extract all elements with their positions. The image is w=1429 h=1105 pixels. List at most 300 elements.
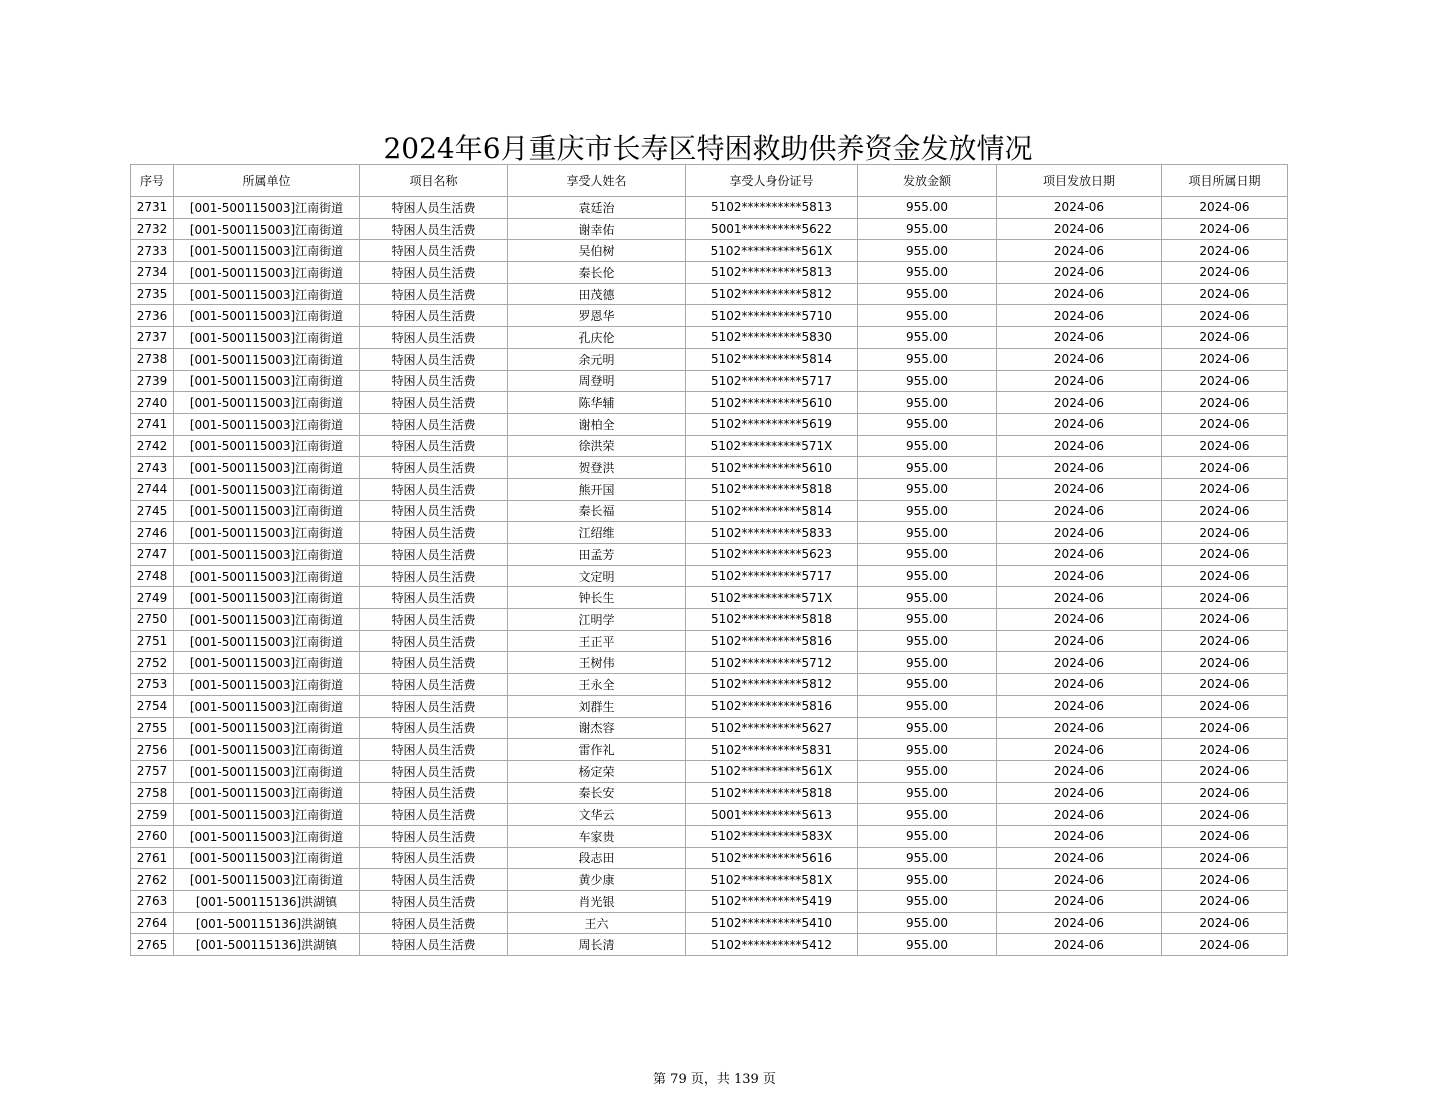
cell-id-number: 5102**********5710 — [686, 305, 858, 327]
cell-name: 孔庆伦 — [508, 327, 686, 349]
cell-issue-date: 2024-06 — [997, 197, 1162, 219]
cell-amount: 955.00 — [858, 934, 997, 956]
cell-amount: 955.00 — [858, 348, 997, 370]
table-row — [131, 891, 1288, 913]
cell-id-number: 5102**********5818 — [686, 609, 858, 631]
cell-project: 特困人员生活费 — [360, 478, 508, 500]
cell-amount: 955.00 — [858, 587, 997, 609]
cell-project: 特困人员生活费 — [360, 305, 508, 327]
cell-period: 2024-06 — [1162, 847, 1288, 869]
cell-issue-date: 2024-06 — [997, 283, 1162, 305]
cell-name: 贺登洪 — [508, 457, 686, 479]
cell-seq: 2734 — [131, 262, 174, 284]
cell-name: 熊开国 — [508, 478, 686, 500]
table-row — [131, 392, 1288, 414]
cell-issue-date: 2024-06 — [997, 891, 1162, 913]
cell-amount: 955.00 — [858, 912, 997, 934]
table-row — [131, 565, 1288, 587]
cell-amount: 955.00 — [858, 739, 997, 761]
cell-project: 特困人员生活费 — [360, 652, 508, 674]
cell-id-number: 5102**********5412 — [686, 934, 858, 956]
cell-name: 吴伯树 — [508, 240, 686, 262]
cell-name: 田茂德 — [508, 283, 686, 305]
cell-project: 特困人员生活费 — [360, 370, 508, 392]
cell-amount: 955.00 — [858, 652, 997, 674]
cell-seq: 2761 — [131, 847, 174, 869]
cell-seq: 2736 — [131, 305, 174, 327]
cell-unit: [001-500115003]江南街道 — [174, 327, 360, 349]
cell-id-number: 5001**********5622 — [686, 218, 858, 240]
cell-seq: 2756 — [131, 739, 174, 761]
column-header-id-number: 享受人身份证号 — [686, 165, 858, 197]
cell-id-number: 5102**********5717 — [686, 565, 858, 587]
cell-id-number: 5102**********571X — [686, 435, 858, 457]
cell-period: 2024-06 — [1162, 478, 1288, 500]
cell-amount: 955.00 — [858, 478, 997, 500]
cell-id-number: 5102**********5833 — [686, 522, 858, 544]
table-row — [131, 262, 1288, 284]
cell-issue-date: 2024-06 — [997, 435, 1162, 457]
column-header-issue-date: 项目发放日期 — [997, 165, 1162, 197]
cell-seq: 2763 — [131, 891, 174, 913]
cell-unit: [001-500115003]江南街道 — [174, 283, 360, 305]
cell-name: 谢幸佑 — [508, 218, 686, 240]
cell-name: 车家贵 — [508, 825, 686, 847]
table-row — [131, 283, 1288, 305]
cell-project: 特困人员生活费 — [360, 262, 508, 284]
table-row — [131, 197, 1288, 219]
cell-unit: [001-500115136]洪湖镇 — [174, 934, 360, 956]
cell-period: 2024-06 — [1162, 760, 1288, 782]
cell-name: 周长清 — [508, 934, 686, 956]
cell-seq: 2753 — [131, 674, 174, 696]
cell-name: 秦长福 — [508, 500, 686, 522]
cell-issue-date: 2024-06 — [997, 262, 1162, 284]
cell-seq: 2731 — [131, 197, 174, 219]
column-header-name: 享受人姓名 — [508, 165, 686, 197]
cell-name: 江绍维 — [508, 522, 686, 544]
table-row — [131, 630, 1288, 652]
cell-amount: 955.00 — [858, 825, 997, 847]
cell-project: 特困人员生活费 — [360, 435, 508, 457]
cell-project: 特困人员生活费 — [360, 825, 508, 847]
cell-project: 特困人员生活费 — [360, 457, 508, 479]
cell-period: 2024-06 — [1162, 717, 1288, 739]
cell-amount: 955.00 — [858, 392, 997, 414]
cell-unit: [001-500115003]江南街道 — [174, 674, 360, 696]
cell-issue-date: 2024-06 — [997, 847, 1162, 869]
cell-unit: [001-500115003]江南街道 — [174, 435, 360, 457]
cell-amount: 955.00 — [858, 782, 997, 804]
cell-name: 罗恩华 — [508, 305, 686, 327]
cell-period: 2024-06 — [1162, 413, 1288, 435]
cell-amount: 955.00 — [858, 891, 997, 913]
cell-unit: [001-500115003]江南街道 — [174, 869, 360, 891]
cell-name: 余元明 — [508, 348, 686, 370]
cell-issue-date: 2024-06 — [997, 674, 1162, 696]
cell-issue-date: 2024-06 — [997, 218, 1162, 240]
cell-unit: [001-500115003]江南街道 — [174, 825, 360, 847]
table-row — [131, 327, 1288, 349]
cell-issue-date: 2024-06 — [997, 869, 1162, 891]
cell-name: 秦长伦 — [508, 262, 686, 284]
cell-unit: [001-500115003]江南街道 — [174, 348, 360, 370]
cell-id-number: 5102**********5814 — [686, 500, 858, 522]
cell-seq: 2744 — [131, 478, 174, 500]
cell-issue-date: 2024-06 — [997, 348, 1162, 370]
cell-amount: 955.00 — [858, 522, 997, 544]
cell-id-number: 5102**********561X — [686, 760, 858, 782]
cell-issue-date: 2024-06 — [997, 457, 1162, 479]
cell-id-number: 5102**********5818 — [686, 782, 858, 804]
cell-period: 2024-06 — [1162, 522, 1288, 544]
cell-issue-date: 2024-06 — [997, 305, 1162, 327]
cell-amount: 955.00 — [858, 609, 997, 631]
cell-amount: 955.00 — [858, 804, 997, 826]
cell-issue-date: 2024-06 — [997, 760, 1162, 782]
disbursement-table — [130, 164, 1288, 956]
cell-amount: 955.00 — [858, 847, 997, 869]
cell-amount: 955.00 — [858, 283, 997, 305]
column-header-amount: 发放金额 — [858, 165, 997, 197]
cell-unit: [001-500115003]江南街道 — [174, 804, 360, 826]
cell-issue-date: 2024-06 — [997, 717, 1162, 739]
table-body — [131, 197, 1288, 956]
cell-project: 特困人员生活费 — [360, 869, 508, 891]
cell-name: 段志田 — [508, 847, 686, 869]
cell-issue-date: 2024-06 — [997, 652, 1162, 674]
cell-unit: [001-500115003]江南街道 — [174, 695, 360, 717]
table-row — [131, 804, 1288, 826]
cell-seq: 2746 — [131, 522, 174, 544]
cell-amount: 955.00 — [858, 630, 997, 652]
cell-unit: [001-500115003]江南街道 — [174, 392, 360, 414]
cell-seq: 2751 — [131, 630, 174, 652]
cell-amount: 955.00 — [858, 717, 997, 739]
cell-period: 2024-06 — [1162, 825, 1288, 847]
cell-amount: 955.00 — [858, 544, 997, 566]
cell-period: 2024-06 — [1162, 305, 1288, 327]
cell-amount: 955.00 — [858, 457, 997, 479]
cell-amount: 955.00 — [858, 674, 997, 696]
cell-amount: 955.00 — [858, 197, 997, 219]
cell-unit: [001-500115003]江南街道 — [174, 609, 360, 631]
cell-name: 王树伟 — [508, 652, 686, 674]
column-header-period: 项目所属日期 — [1162, 165, 1288, 197]
cell-period: 2024-06 — [1162, 912, 1288, 934]
cell-id-number: 5102**********5812 — [686, 283, 858, 305]
cell-period: 2024-06 — [1162, 782, 1288, 804]
cell-unit: [001-500115003]江南街道 — [174, 413, 360, 435]
cell-period: 2024-06 — [1162, 804, 1288, 826]
cell-seq: 2739 — [131, 370, 174, 392]
cell-period: 2024-06 — [1162, 327, 1288, 349]
cell-project: 特困人员生活费 — [360, 544, 508, 566]
cell-issue-date: 2024-06 — [997, 370, 1162, 392]
cell-unit: [001-500115003]江南街道 — [174, 370, 360, 392]
cell-amount: 955.00 — [858, 435, 997, 457]
cell-unit: [001-500115003]江南街道 — [174, 739, 360, 761]
cell-name: 王永全 — [508, 674, 686, 696]
cell-unit: [001-500115136]洪湖镇 — [174, 891, 360, 913]
cell-id-number: 5001**********5613 — [686, 804, 858, 826]
cell-amount: 955.00 — [858, 305, 997, 327]
cell-seq: 2755 — [131, 717, 174, 739]
table-row — [131, 717, 1288, 739]
cell-id-number: 5102**********5818 — [686, 478, 858, 500]
cell-project: 特困人员生活费 — [360, 197, 508, 219]
table-row — [131, 739, 1288, 761]
cell-id-number: 5102**********571X — [686, 587, 858, 609]
cell-unit: [001-500115003]江南街道 — [174, 565, 360, 587]
cell-unit: [001-500115003]江南街道 — [174, 522, 360, 544]
cell-id-number: 5102**********5610 — [686, 457, 858, 479]
cell-id-number: 5102**********581X — [686, 869, 858, 891]
table-row — [131, 500, 1288, 522]
cell-project: 特困人员生活费 — [360, 413, 508, 435]
cell-seq: 2764 — [131, 912, 174, 934]
cell-id-number: 5102**********5623 — [686, 544, 858, 566]
cell-period: 2024-06 — [1162, 283, 1288, 305]
cell-project: 特困人员生活费 — [360, 630, 508, 652]
cell-name: 陈华辅 — [508, 392, 686, 414]
cell-unit: [001-500115003]江南街道 — [174, 782, 360, 804]
cell-period: 2024-06 — [1162, 630, 1288, 652]
cell-amount: 955.00 — [858, 500, 997, 522]
cell-amount: 955.00 — [858, 218, 997, 240]
cell-project: 特困人员生活费 — [360, 717, 508, 739]
cell-amount: 955.00 — [858, 869, 997, 891]
table-row — [131, 847, 1288, 869]
cell-name: 徐洪荣 — [508, 435, 686, 457]
cell-name: 钟长生 — [508, 587, 686, 609]
table-row — [131, 869, 1288, 891]
table-row — [131, 413, 1288, 435]
cell-seq: 2754 — [131, 695, 174, 717]
cell-project: 特困人员生活费 — [360, 327, 508, 349]
cell-project: 特困人员生活费 — [360, 283, 508, 305]
cell-id-number: 5102**********5619 — [686, 413, 858, 435]
cell-issue-date: 2024-06 — [997, 522, 1162, 544]
cell-period: 2024-06 — [1162, 891, 1288, 913]
cell-project: 特困人员生活费 — [360, 847, 508, 869]
cell-period: 2024-06 — [1162, 197, 1288, 219]
cell-period: 2024-06 — [1162, 565, 1288, 587]
cell-seq: 2732 — [131, 218, 174, 240]
cell-project: 特困人员生活费 — [360, 500, 508, 522]
cell-unit: [001-500115003]江南街道 — [174, 457, 360, 479]
cell-issue-date: 2024-06 — [997, 695, 1162, 717]
cell-name: 文定明 — [508, 565, 686, 587]
cell-amount: 955.00 — [858, 370, 997, 392]
table-row — [131, 348, 1288, 370]
table-row — [131, 825, 1288, 847]
cell-id-number: 5102**********5610 — [686, 392, 858, 414]
cell-seq: 2745 — [131, 500, 174, 522]
table-row — [131, 522, 1288, 544]
cell-project: 特困人员生活费 — [360, 934, 508, 956]
cell-issue-date: 2024-06 — [997, 587, 1162, 609]
cell-period: 2024-06 — [1162, 435, 1288, 457]
cell-project: 特困人员生活费 — [360, 565, 508, 587]
table-row — [131, 652, 1288, 674]
cell-unit: [001-500115003]江南街道 — [174, 652, 360, 674]
cell-name: 谢杰容 — [508, 717, 686, 739]
cell-seq: 2747 — [131, 544, 174, 566]
cell-project: 特困人员生活费 — [360, 587, 508, 609]
cell-seq: 2737 — [131, 327, 174, 349]
cell-issue-date: 2024-06 — [997, 934, 1162, 956]
cell-issue-date: 2024-06 — [997, 413, 1162, 435]
table-row — [131, 934, 1288, 956]
cell-seq: 2759 — [131, 804, 174, 826]
cell-amount: 955.00 — [858, 760, 997, 782]
cell-issue-date: 2024-06 — [997, 500, 1162, 522]
cell-project: 特困人员生活费 — [360, 609, 508, 631]
cell-issue-date: 2024-06 — [997, 912, 1162, 934]
table-row — [131, 478, 1288, 500]
cell-name: 刘群生 — [508, 695, 686, 717]
cell-period: 2024-06 — [1162, 869, 1288, 891]
cell-name: 袁廷治 — [508, 197, 686, 219]
cell-id-number: 5102**********5812 — [686, 674, 858, 696]
cell-name: 秦长安 — [508, 782, 686, 804]
cell-name: 田孟芳 — [508, 544, 686, 566]
cell-name: 江明学 — [508, 609, 686, 631]
cell-period: 2024-06 — [1162, 262, 1288, 284]
cell-issue-date: 2024-06 — [997, 782, 1162, 804]
cell-id-number: 5102**********5814 — [686, 348, 858, 370]
cell-issue-date: 2024-06 — [997, 739, 1162, 761]
cell-period: 2024-06 — [1162, 348, 1288, 370]
table-row — [131, 609, 1288, 631]
table-row — [131, 370, 1288, 392]
cell-unit: [001-500115003]江南街道 — [174, 197, 360, 219]
cell-issue-date: 2024-06 — [997, 478, 1162, 500]
cell-issue-date: 2024-06 — [997, 630, 1162, 652]
cell-id-number: 5102**********5419 — [686, 891, 858, 913]
table-row — [131, 435, 1288, 457]
cell-id-number: 5102**********5831 — [686, 739, 858, 761]
cell-seq: 2748 — [131, 565, 174, 587]
cell-project: 特困人员生活费 — [360, 392, 508, 414]
cell-id-number: 5102**********5830 — [686, 327, 858, 349]
cell-name: 文华云 — [508, 804, 686, 826]
cell-unit: [001-500115003]江南街道 — [174, 760, 360, 782]
cell-unit: [001-500115003]江南街道 — [174, 630, 360, 652]
cell-amount: 955.00 — [858, 565, 997, 587]
cell-seq: 2733 — [131, 240, 174, 262]
cell-period: 2024-06 — [1162, 500, 1288, 522]
table-row — [131, 912, 1288, 934]
cell-name: 肖光银 — [508, 891, 686, 913]
table-header-row — [131, 165, 1288, 197]
cell-period: 2024-06 — [1162, 587, 1288, 609]
column-header-unit: 所属单位 — [174, 165, 360, 197]
cell-unit: [001-500115003]江南街道 — [174, 717, 360, 739]
cell-project: 特困人员生活费 — [360, 912, 508, 934]
cell-unit: [001-500115136]洪湖镇 — [174, 912, 360, 934]
cell-id-number: 5102**********561X — [686, 240, 858, 262]
cell-seq: 2738 — [131, 348, 174, 370]
cell-id-number: 5102**********5627 — [686, 717, 858, 739]
page-title: 2024年6月重庆市长寿区特困救助供养资金发放情况 — [383, 132, 1033, 165]
cell-seq: 2740 — [131, 392, 174, 414]
cell-seq: 2758 — [131, 782, 174, 804]
table-row — [131, 760, 1288, 782]
cell-id-number: 5102**********583X — [686, 825, 858, 847]
cell-project: 特困人员生活费 — [360, 674, 508, 696]
cell-project: 特困人员生活费 — [360, 240, 508, 262]
cell-issue-date: 2024-06 — [997, 392, 1162, 414]
cell-seq: 2765 — [131, 934, 174, 956]
cell-period: 2024-06 — [1162, 218, 1288, 240]
cell-issue-date: 2024-06 — [997, 240, 1162, 262]
cell-id-number: 5102**********5813 — [686, 262, 858, 284]
cell-issue-date: 2024-06 — [997, 327, 1162, 349]
cell-name: 黄少康 — [508, 869, 686, 891]
cell-amount: 955.00 — [858, 327, 997, 349]
cell-project: 特困人员生活费 — [360, 522, 508, 544]
cell-unit: [001-500115003]江南街道 — [174, 500, 360, 522]
cell-name: 王六 — [508, 912, 686, 934]
cell-issue-date: 2024-06 — [997, 804, 1162, 826]
cell-id-number: 5102**********5816 — [686, 630, 858, 652]
cell-seq: 2752 — [131, 652, 174, 674]
cell-project: 特困人员生活费 — [360, 760, 508, 782]
cell-id-number: 5102**********5616 — [686, 847, 858, 869]
table-row — [131, 544, 1288, 566]
table-row — [131, 782, 1288, 804]
cell-seq: 2743 — [131, 457, 174, 479]
cell-unit: [001-500115003]江南街道 — [174, 218, 360, 240]
cell-id-number: 5102**********5410 — [686, 912, 858, 934]
cell-unit: [001-500115003]江南街道 — [174, 262, 360, 284]
cell-project: 特困人员生活费 — [360, 739, 508, 761]
cell-issue-date: 2024-06 — [997, 825, 1162, 847]
cell-seq: 2741 — [131, 413, 174, 435]
cell-name: 周登明 — [508, 370, 686, 392]
column-header-seq: 序号 — [131, 165, 174, 197]
cell-issue-date: 2024-06 — [997, 609, 1162, 631]
cell-period: 2024-06 — [1162, 370, 1288, 392]
cell-project: 特困人员生活费 — [360, 804, 508, 826]
cell-seq: 2757 — [131, 760, 174, 782]
cell-project: 特困人员生活费 — [360, 695, 508, 717]
cell-issue-date: 2024-06 — [997, 544, 1162, 566]
cell-seq: 2750 — [131, 609, 174, 631]
cell-amount: 955.00 — [858, 413, 997, 435]
cell-period: 2024-06 — [1162, 457, 1288, 479]
cell-id-number: 5102**********5813 — [686, 197, 858, 219]
table-row — [131, 695, 1288, 717]
cell-period: 2024-06 — [1162, 240, 1288, 262]
cell-period: 2024-06 — [1162, 739, 1288, 761]
cell-unit: [001-500115003]江南街道 — [174, 478, 360, 500]
table-row — [131, 240, 1288, 262]
cell-unit: [001-500115003]江南街道 — [174, 544, 360, 566]
cell-unit: [001-500115003]江南街道 — [174, 240, 360, 262]
cell-seq: 2742 — [131, 435, 174, 457]
cell-id-number: 5102**********5712 — [686, 652, 858, 674]
cell-amount: 955.00 — [858, 240, 997, 262]
cell-period: 2024-06 — [1162, 652, 1288, 674]
cell-project: 特困人员生活费 — [360, 218, 508, 240]
table-row — [131, 218, 1288, 240]
cell-project: 特困人员生活费 — [360, 348, 508, 370]
cell-period: 2024-06 — [1162, 544, 1288, 566]
cell-seq: 2749 — [131, 587, 174, 609]
